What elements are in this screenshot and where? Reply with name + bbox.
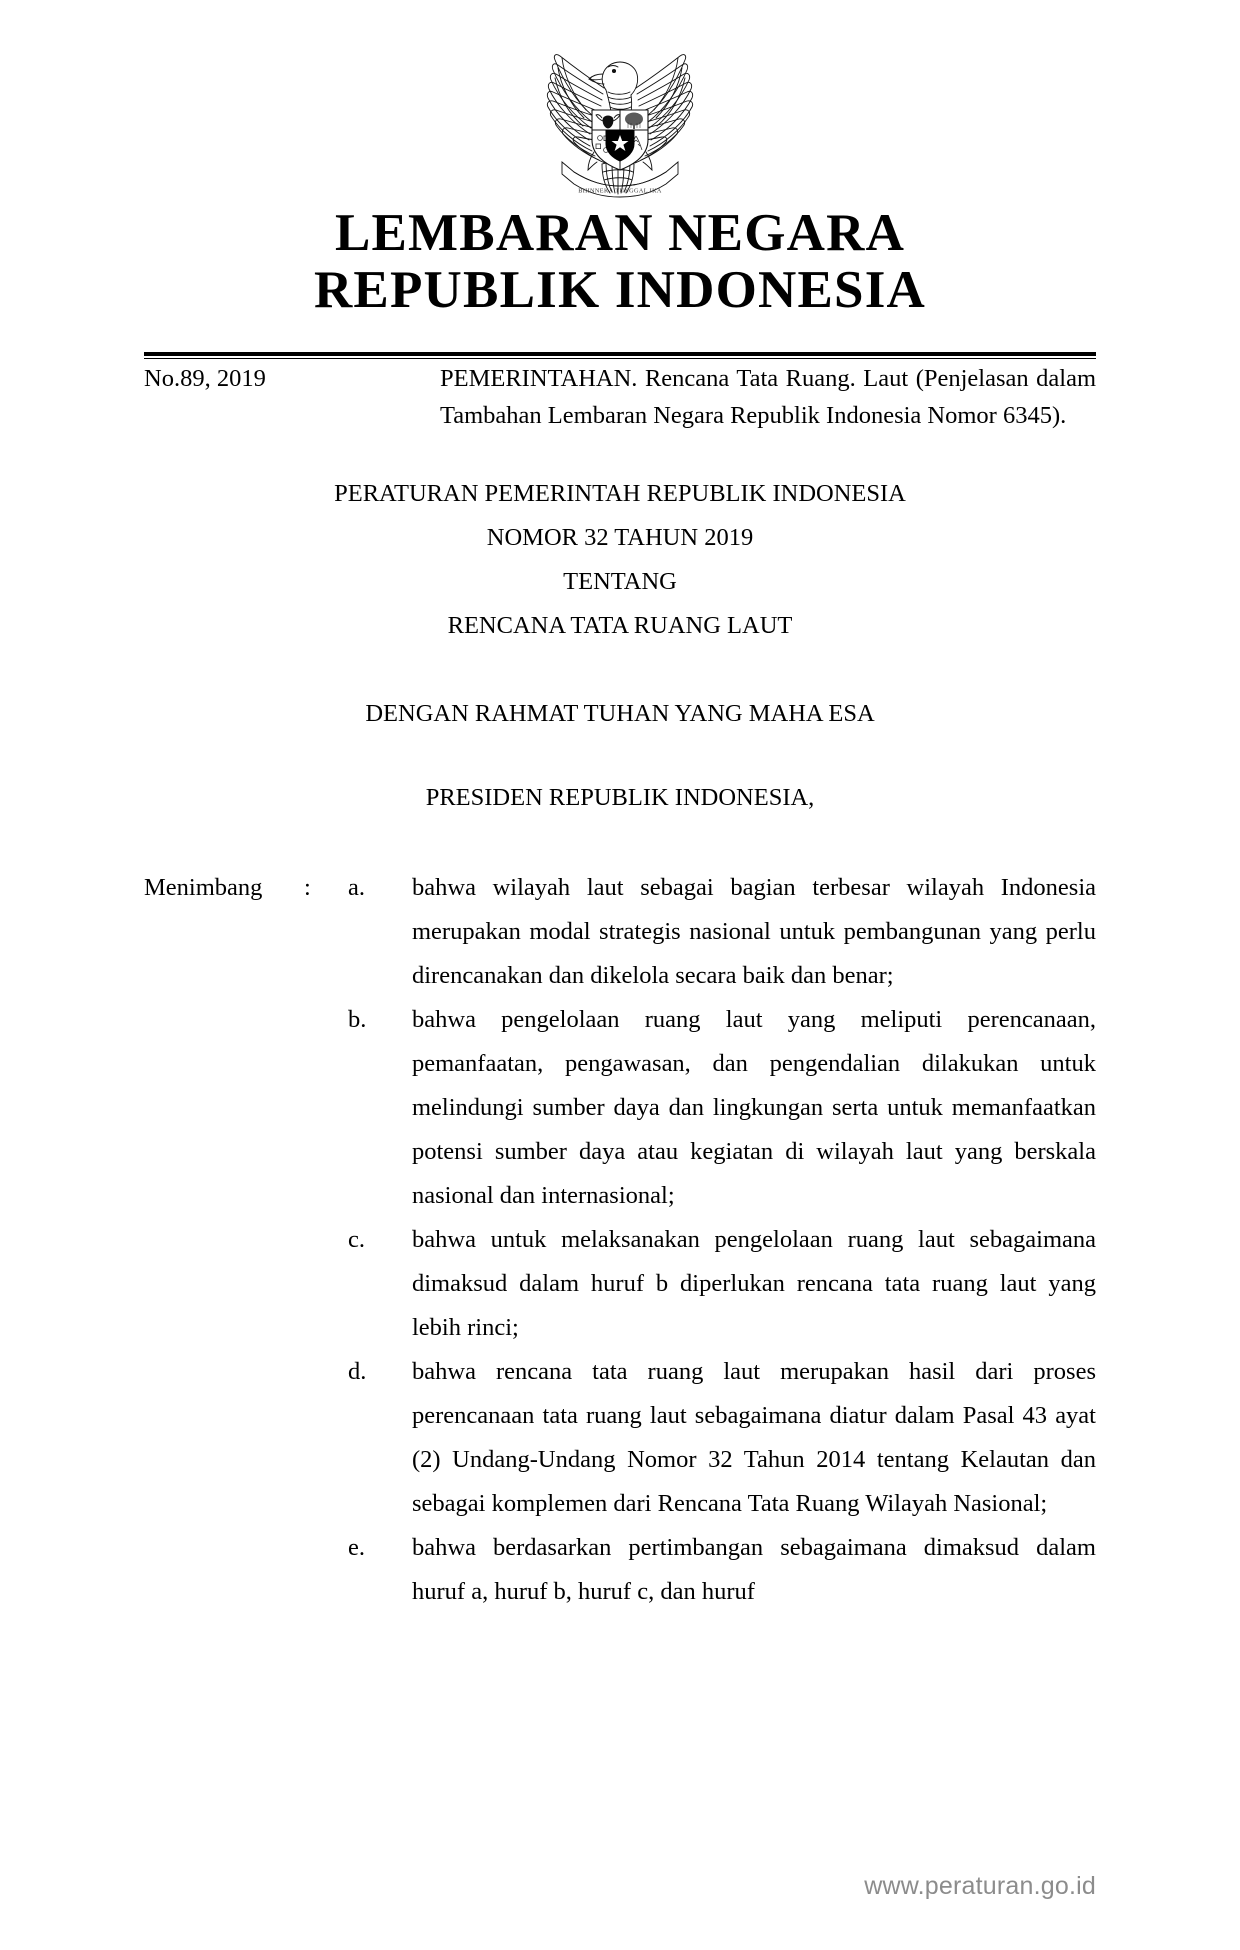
list-item: [348, 1526, 1096, 1614]
gazette-number: No.89, 2019: [144, 365, 266, 392]
gazette-header: [144, 360, 1096, 434]
regulation-title-block: [144, 472, 1096, 648]
masthead-line-2: REPUBLIK INDONESIA: [313, 261, 927, 319]
emblem-motto-text: BHINNEKA TUNGGAL IKA: [578, 187, 662, 195]
considerans-section: [144, 866, 1096, 1614]
header-divider-rule: [144, 352, 1096, 359]
masthead: [0, 205, 1240, 319]
regulation-about-label: TENTANG: [563, 568, 677, 595]
footer-watermark: www.peraturan.go.id: [864, 1872, 1096, 1900]
considerans-items: [348, 866, 1096, 1614]
list-item-marker: c.: [348, 1226, 365, 1253]
masthead-line-1: LEMBARAN NEGARA: [334, 204, 906, 262]
regulation-number: NOMOR 32 TAHUN 2019: [486, 524, 754, 551]
list-item: [348, 866, 1096, 998]
garuda-pancasila-emblem: [532, 34, 708, 202]
list-item-text: bahwa berdasarkan pertimbangan sebagaimana dimaksud dalam huruf a, huruf b, huruf c, dan huruf: [412, 1534, 1096, 1605]
list-item: [348, 1350, 1096, 1526]
considerans-colon: :: [304, 874, 311, 901]
list-item-text: bahwa wilayah laut sebagai bagian terbesar wilayah Indonesia merupakan modal strategis nasional untuk pembangunan yang perlu direncanakan dan dikelola secara baik dan benar;: [412, 874, 1096, 989]
regulation-subject: RENCANA TATA RUANG LAUT: [447, 612, 793, 639]
regulation-authority: PERATURAN PEMERINTAH REPUBLIK INDONESIA: [334, 480, 906, 507]
president-line: PRESIDEN REPUBLIK INDONESIA,: [425, 784, 815, 811]
list-item: [348, 998, 1096, 1218]
considerans-label: Menimbang: [144, 874, 263, 901]
list-item-marker: b.: [348, 1006, 367, 1033]
considerans-row: [144, 866, 1096, 1614]
list-item-marker: d.: [348, 1358, 367, 1385]
list-item: [348, 1218, 1096, 1350]
list-item-text: bahwa pengelolaan ruang laut yang meliputi perencanaan, pemanfaatan, pengawasan, dan pengendalian dilakukan untuk melindungi sumber daya dan lingkungan serta untuk memanfaatkan potensi sumber daya atau kegiatan di wilayah laut yang berskala nasional dan internasional;: [412, 1006, 1096, 1209]
gazette-description: PEMERINTAHAN. Rencana Tata Ruang. Laut (Penjelasan dalam Tambahan Lembaran Negara Republik Indonesia Nomor 6345).: [440, 365, 1096, 429]
list-item-text: bahwa rencana tata ruang laut merupakan hasil dari proses perencanaan tata ruang laut sebagaimana diatur dalam Pasal 43 ayat (2) Undang-Undang Nomor 32 Tahun 2014 tentang Kelautan dan sebagai komplemen dari Rencana Tata Ruang Wilayah Nasional;: [412, 1358, 1096, 1517]
divine-invocation: DENGAN RAHMAT TUHAN YANG MAHA ESA: [365, 700, 875, 727]
list-item-text: bahwa untuk melaksanakan pengelolaan ruang laut sebagaimana dimaksud dalam huruf b diperlukan rencana tata ruang laut yang lebih rinci;: [412, 1226, 1096, 1341]
list-item-marker: e.: [348, 1534, 365, 1561]
list-item-marker: a.: [348, 874, 365, 901]
emblem-container: [0, 34, 1240, 202]
